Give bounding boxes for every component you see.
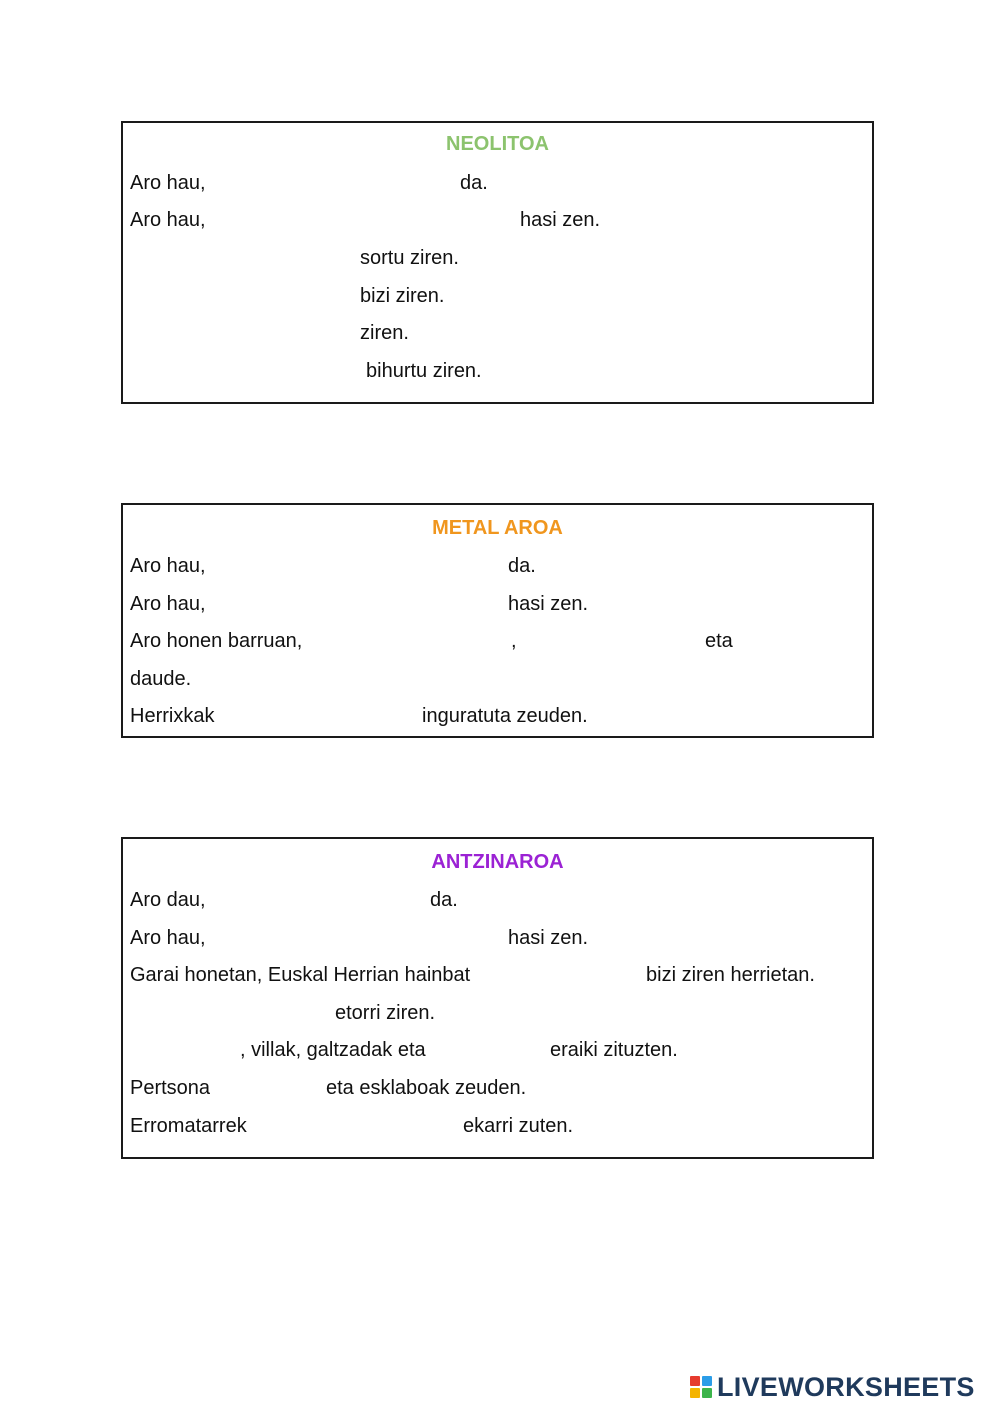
text-line: daude. — [130, 668, 192, 690]
section-title: METAL AROA — [432, 517, 563, 539]
text-line: Pertsona — [130, 1077, 211, 1099]
text-line: etorri ziren. — [335, 1002, 436, 1024]
logo-mark-icon — [690, 1376, 712, 1398]
text-line: eraiki zituzten. — [550, 1039, 678, 1061]
text-line: eta — [705, 630, 733, 652]
text-line: Herrixkak — [130, 705, 215, 727]
liveworksheets-logo — [690, 1372, 975, 1402]
text-line: Aro honen barruan, — [130, 630, 303, 652]
text-line: Aro hau, — [130, 172, 206, 194]
text-line: bizi ziren herrietan. — [646, 964, 815, 986]
text-line: inguratuta zeuden. — [422, 705, 588, 727]
antzinaroa-box — [121, 837, 874, 1159]
text-line: hasi zen. — [508, 593, 589, 615]
neolitoa-box — [121, 121, 874, 404]
text-line: da. — [508, 555, 536, 577]
metal-aroa-box — [121, 503, 874, 738]
text-line: da. — [460, 172, 488, 194]
text-line: hasi zen. — [520, 209, 601, 231]
text-line: eta esklaboak zeuden. — [326, 1077, 527, 1099]
logo-text: LIVEWORKSHEETS — [717, 1371, 975, 1402]
text-line: bizi ziren. — [360, 285, 445, 307]
text-line: Garai honetan, Euskal Herrian hainbat — [130, 964, 471, 986]
text-line: , — [511, 630, 517, 652]
text-line: Erromatarrek — [130, 1115, 247, 1137]
text-line: Aro hau, — [130, 209, 206, 231]
text-line: bihurtu ziren. — [366, 360, 482, 382]
section-title: NEOLITOA — [446, 133, 549, 155]
text-line: Aro hau, — [130, 927, 206, 949]
text-line: Aro hau, — [130, 555, 206, 577]
text-line: Aro dau, — [130, 889, 206, 911]
text-line: hasi zen. — [508, 927, 589, 949]
text-line: ekarri zuten. — [463, 1115, 574, 1137]
text-line: , villak, galtzadak eta — [240, 1039, 426, 1061]
text-line: ziren. — [360, 322, 409, 344]
text-line: sortu ziren. — [360, 247, 459, 269]
text-line: Aro hau, — [130, 593, 206, 615]
text-line: da. — [430, 889, 458, 911]
section-title: ANTZINAROA — [431, 851, 564, 873]
